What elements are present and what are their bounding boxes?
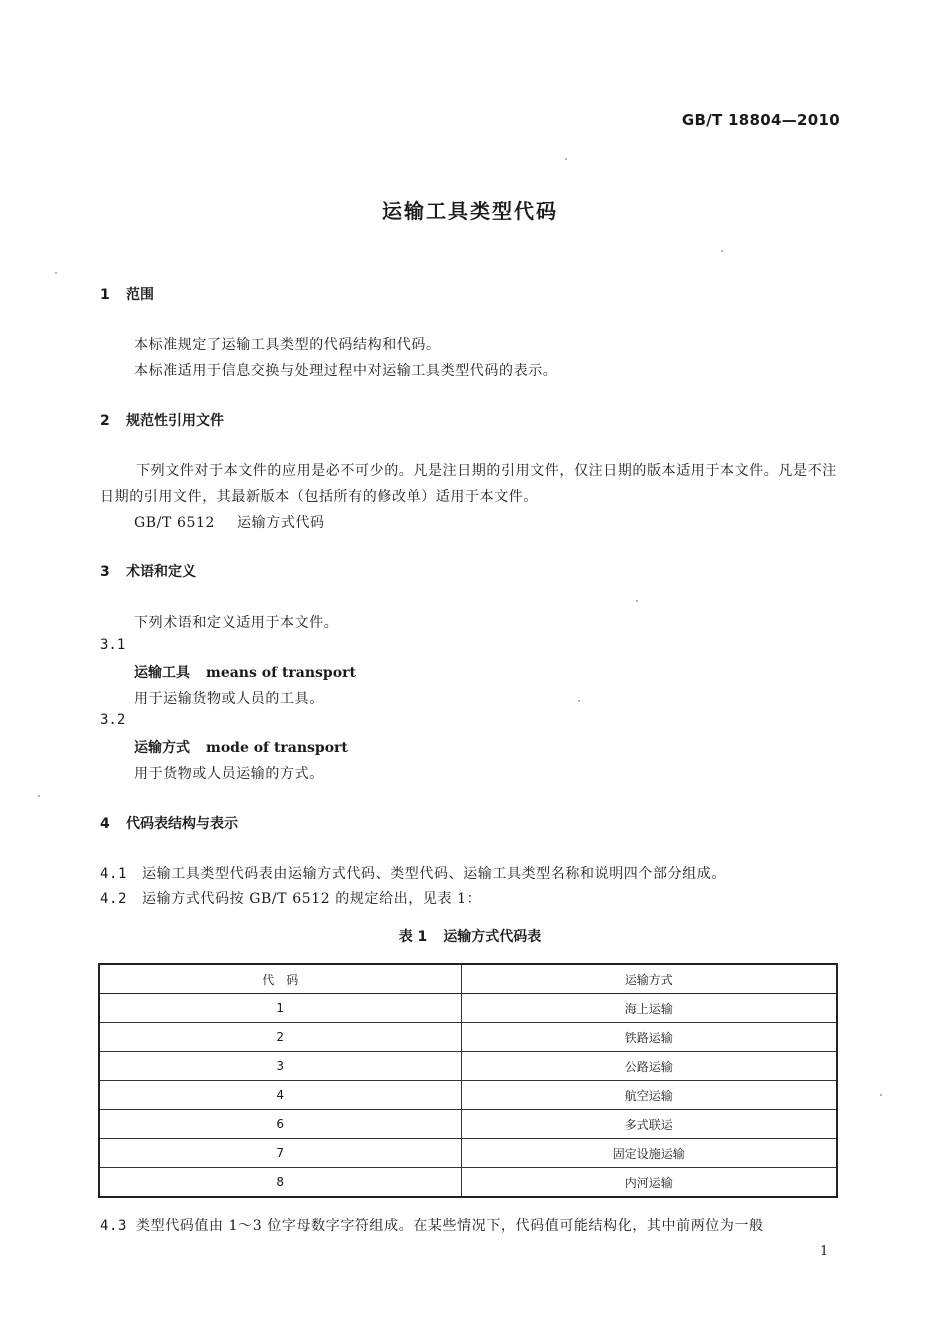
- section-number: 1: [100, 287, 110, 303]
- table-header-row: [99, 964, 837, 994]
- clause-number: 4.2: [100, 891, 128, 907]
- table-row: [99, 1139, 837, 1168]
- mode-cell: 固定设施运输: [461, 1139, 837, 1168]
- table-row: [99, 994, 837, 1023]
- table-label: 表 1: [398, 929, 428, 945]
- section-title: 规范性引用文件: [126, 413, 224, 429]
- clause-number: 4.3: [100, 1218, 128, 1234]
- section-title: 代码表结构与表示: [126, 816, 238, 832]
- term-number: 3.1: [100, 637, 126, 653]
- scan-speck: [721, 250, 723, 252]
- term-en: means of transport: [206, 665, 356, 681]
- scan-speck: [38, 795, 40, 797]
- mode-cell: 铁路运输: [461, 1023, 837, 1052]
- column-header-mode: 运输方式: [461, 964, 837, 994]
- standard-code: GB/T 18804—2010: [681, 111, 840, 129]
- code-cell: 1: [99, 994, 461, 1023]
- paragraph: 下列文件对于本文件的应用是必不可少的。凡是注日期的引用文件，仅注日期的版本适用于本文件。凡是不注日期的引用文件，其最新版本（包括所有的修改单）适用于本文件。: [100, 463, 837, 505]
- table-caption: [0, 926, 940, 946]
- section-number: 4: [100, 816, 110, 832]
- section-heading: [100, 284, 154, 304]
- table-row: [99, 1081, 837, 1110]
- table-row: [99, 1168, 837, 1198]
- section-title: 范围: [126, 287, 154, 303]
- clause: [100, 863, 726, 883]
- document-title: 运输工具类型代码: [382, 199, 558, 223]
- paragraph: 本标准规定了运输工具类型的代码结构和代码。: [134, 337, 441, 353]
- code-cell: 3: [99, 1052, 461, 1081]
- section-number: 2: [100, 413, 110, 429]
- section-heading: [100, 561, 196, 581]
- mode-cell: 内河运输: [461, 1168, 837, 1198]
- table-row: [99, 1023, 837, 1052]
- code-cell: 8: [99, 1168, 461, 1198]
- column-header-code: 代 码: [99, 964, 461, 994]
- scan-speck: [578, 700, 580, 702]
- section-title: 术语和定义: [126, 564, 196, 580]
- code-cell: 7: [99, 1139, 461, 1168]
- table-row: [99, 1052, 837, 1081]
- code-cell: 6: [99, 1110, 461, 1139]
- scan-speck: [565, 158, 567, 160]
- scan-speck: [636, 600, 638, 602]
- scan-speck: [880, 1094, 882, 1096]
- term-cn: 运输工具: [134, 665, 190, 681]
- term-definition: 用于货物或人员运输的方式。: [134, 766, 324, 782]
- normative-reference: [134, 512, 325, 532]
- clause-text: 类型代码值由 1～3 位字母数字字符组成。在某些情况下，代码值可能结构化，其中前两位为一般: [136, 1218, 764, 1234]
- term-definition: 用于运输货物或人员的工具。: [134, 691, 324, 707]
- code-cell: 2: [99, 1023, 461, 1052]
- clause: [100, 1215, 764, 1235]
- page-number: 1: [820, 1244, 829, 1259]
- term-cn: 运输方式: [134, 740, 190, 756]
- term-number: 3.2: [100, 712, 126, 728]
- clause: [100, 888, 481, 908]
- mode-cell: 公路运输: [461, 1052, 837, 1081]
- table-row: [99, 1110, 837, 1139]
- transport-mode-code-table: [98, 963, 838, 1198]
- paragraph: 下列术语和定义适用于本文件。: [134, 615, 339, 631]
- reference-code: GB/T 6512: [134, 515, 216, 531]
- clause-text: 运输工具类型代码表由运输方式代码、类型代码、运输工具类型名称和说明四个部分组成。: [142, 866, 726, 882]
- paragraph: 本标准适用于信息交换与处理过程中对运输工具类型代码的表示。: [134, 363, 558, 379]
- table-title: 运输方式代码表: [443, 929, 542, 945]
- term-en: mode of transport: [206, 740, 348, 756]
- mode-cell: 多式联运: [461, 1110, 837, 1139]
- clause-text: 运输方式代码按 GB/T 6512 的规定给出，见表 1：: [142, 891, 482, 907]
- section-heading: [100, 410, 224, 430]
- code-cell: 4: [99, 1081, 461, 1110]
- term-entry: [134, 662, 356, 682]
- mode-cell: 海上运输: [461, 994, 837, 1023]
- section-number: 3: [100, 564, 110, 580]
- section-heading: [100, 813, 238, 833]
- reference-title: 运输方式代码: [237, 515, 325, 531]
- mode-cell: 航空运输: [461, 1081, 837, 1110]
- clause-number: 4.1: [100, 866, 128, 882]
- term-entry: [134, 737, 348, 757]
- scan-speck: [55, 272, 57, 274]
